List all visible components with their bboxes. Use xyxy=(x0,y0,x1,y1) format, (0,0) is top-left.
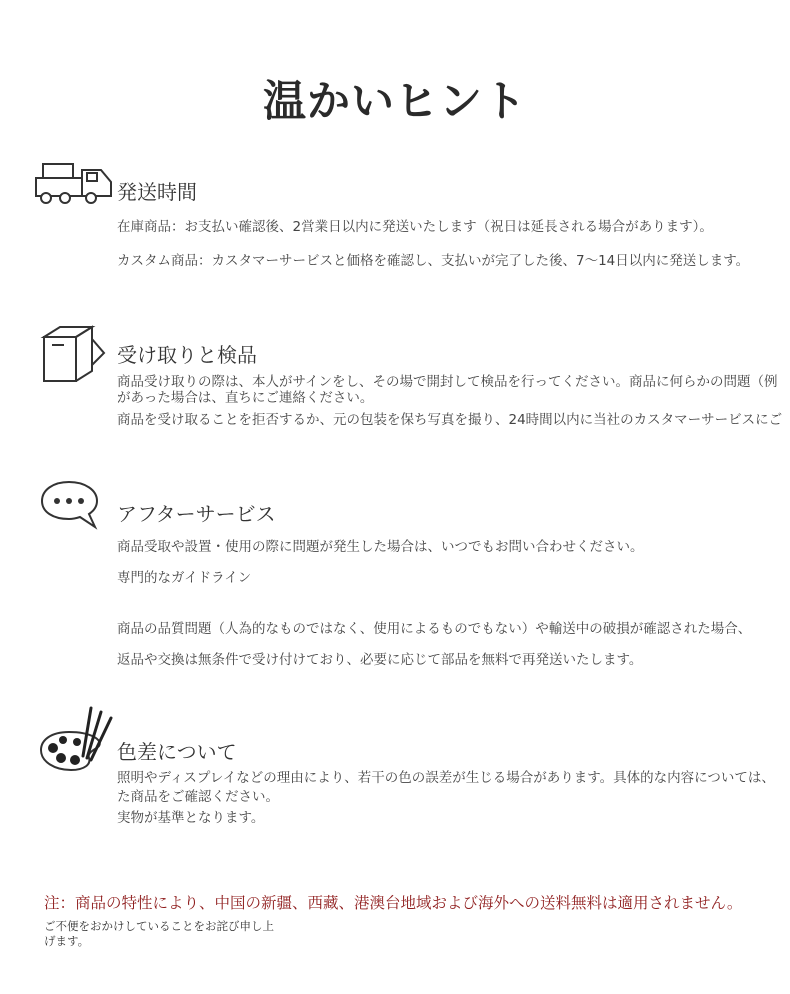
box-icon xyxy=(40,325,112,387)
receipt-text-1: 商品受け取りの際は、本人がサインをし、その場で開封して検品を行ってください。商品に何らかの問題（例 xyxy=(117,374,778,390)
color-text-2: た商品をご確認ください。 xyxy=(117,789,279,805)
service-heading: アフターサービス xyxy=(117,502,276,526)
truck-icon xyxy=(33,160,115,206)
palette-icon xyxy=(39,704,115,776)
receipt-text-2: があった場合は、直ちにご連絡ください。 xyxy=(117,390,374,406)
apology-text: ご不便をおかけしていることをお詫び申し上げます。 xyxy=(44,919,274,948)
receipt-text-3: 商品を受け取ることを拒否するか、元の包装を保ち写真を撮り、24時間以内に当社のカスタマーサービスにご xyxy=(117,412,783,428)
service-text-1: 商品受取や設置・使用の際に問題が発生した場合は、いつでもお問い合わせください。 xyxy=(117,539,644,555)
shipping-heading: 発送時間 xyxy=(117,180,197,204)
color-heading: 色差について xyxy=(117,740,237,764)
color-text-3: 実物が基準となります。 xyxy=(117,810,265,826)
chat-bubble-icon xyxy=(39,479,101,531)
receipt-heading: 受け取りと検品 xyxy=(117,343,257,367)
shipping-text-2: カスタム商品：カスタマーサービスと価格を確認し、支払いが完了した後、7〜14日以内に発送します。 xyxy=(117,253,750,269)
color-text-1: 照明やディスプレイなどの理由により、若干の色の誤差が生じる場合があります。具体的な内容については、 xyxy=(117,770,775,786)
shipping-text-1: 在庫商品：お支払い確認後、2営業日以内に発送いたします（祝日は延長される場合があります）。 xyxy=(117,219,713,235)
service-text-3: 商品の品質問題（人為的なものではなく、使用によるものでもない）や輸送中の破損が確認された場合、 xyxy=(117,621,752,637)
service-text-4: 返品や交換は無条件で受け付けており、必要に応じて部品を無料で再発送いたします。 xyxy=(117,652,643,668)
page-title: 温かいヒント xyxy=(263,77,527,127)
shipping-note: 注：商品の特性により、中国の新疆、西藏、港澳台地域および海外への送料無料は適用されません。 xyxy=(44,894,743,912)
service-text-2: 専門的なガイドライン xyxy=(117,570,252,586)
